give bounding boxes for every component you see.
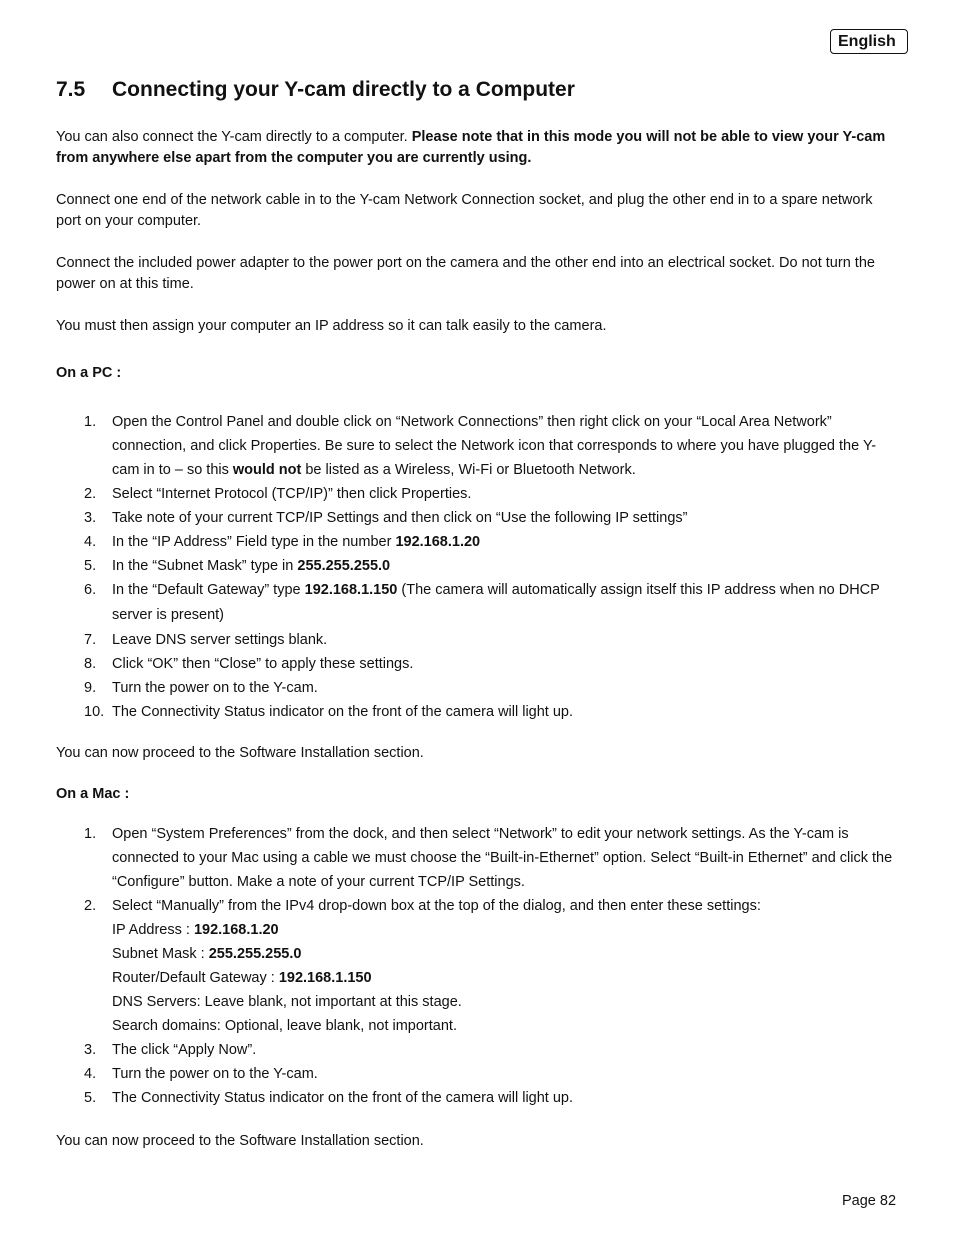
pc-steps-list	[56, 410, 901, 724]
step-number: 5.	[84, 558, 97, 574]
list-item	[56, 894, 901, 1038]
step-number: 4.	[84, 534, 97, 550]
subnet-mask-label: Subnet Mask :	[112, 946, 209, 962]
step-number: 10.	[84, 704, 105, 720]
list-item	[56, 822, 901, 894]
proceed-paragraph-pc: You can now proceed to the Software Installation section.	[56, 745, 424, 761]
list-item	[56, 676, 901, 700]
step-text: Open “System Preferences” from the dock, and then select “Network” to edit your network settings. As the Y-cam is connected to your Mac using a cable we must choose the “Built-in-Ethernet” option. Select “Built-in Ethernet” and click the “Configure” button. Make a note of your current TCP/IP Settings.	[112, 826, 893, 890]
section-title: Connecting your Y-cam directly to a Computer	[112, 78, 575, 101]
step-bold: 255.255.255.0	[297, 558, 391, 574]
list-item	[56, 410, 901, 482]
step-number: 8.	[84, 656, 97, 672]
intro-paragraph	[56, 127, 901, 169]
step-text: In the “Subnet Mask” type in	[112, 558, 298, 574]
step-text: Take note of your current TCP/IP Settings and then click on “Use the following IP settings”	[112, 510, 688, 526]
step-bold: 192.168.1.20	[395, 534, 481, 550]
gateway-value: 192.168.1.150	[278, 970, 372, 986]
step-text: Open the Control Panel and double click on “Network Connections” then right click on your “Local Area Network” connection, and click Properties. Be sure to select the Network icon that corresponds to where you have plugged the Y-cam in to – so this	[112, 414, 877, 478]
cable-paragraph: Connect one end of the network cable in to the Y-cam Network Connection socket, and plug the other end in to a spare network port on your computer.	[56, 192, 873, 229]
list-item	[56, 628, 901, 652]
list-item	[56, 482, 901, 506]
step-text: The click “Apply Now”.	[112, 1042, 257, 1058]
subnet-mask-value: 255.255.255.0	[208, 946, 302, 962]
step-text: Turn the power on to the Y-cam.	[112, 1066, 318, 1082]
search-domains-text: Search domains: Optional, leave blank, not important.	[112, 1018, 457, 1034]
intro-lead: You can also connect the Y-cam directly to a computer.	[56, 129, 412, 145]
power-paragraph: Connect the included power adapter to the power port on the camera and the other end into an electrical socket. Do not turn the power on at this time.	[56, 255, 875, 292]
step-bold: 192.168.1.150	[304, 582, 398, 598]
step-number: 6.	[84, 582, 97, 598]
step-number: 9.	[84, 680, 97, 696]
step-number: 7.	[84, 632, 97, 648]
step-text: In the “Default Gateway” type	[112, 582, 305, 598]
assign-ip-paragraph: You must then assign your computer an IP address so it can talk easily to the camera.	[56, 318, 607, 334]
step-text: be listed as a Wireless, Wi-Fi or Bluetooth Network.	[301, 462, 636, 478]
step-number: 5.	[84, 1090, 97, 1106]
ip-address-value: 192.168.1.20	[193, 922, 279, 938]
section-number: 7.5	[56, 78, 86, 101]
proceed-paragraph-mac: You can now proceed to the Software Installation section.	[56, 1133, 424, 1149]
step-number: 2.	[84, 898, 97, 914]
intro-note: Please note that in this mode you will not be able to view your Y-cam from anywhere else apart from the computer you are currently using.	[56, 129, 886, 166]
step-text: (The camera will automatically assign itself this IP address when no DHCP server is present)	[112, 582, 880, 623]
list-item	[56, 578, 901, 628]
step-text: Turn the power on to the Y-cam.	[112, 680, 318, 696]
step-text: Select “Internet Protocol (TCP/IP)” then click Properties.	[112, 486, 472, 502]
step-text: Leave DNS server settings blank.	[112, 632, 328, 648]
step-text: The Connectivity Status indicator on the front of the camera will light up.	[112, 704, 574, 720]
list-item	[56, 506, 901, 530]
section-heading	[56, 78, 575, 102]
page-number: Page 82	[842, 1193, 897, 1209]
step-text: Select “Manually” from the IPv4 drop-down box at the top of the dialog, and then enter these settings:	[112, 898, 761, 914]
gateway-label: Router/Default Gateway :	[112, 970, 279, 986]
step-text: The Connectivity Status indicator on the front of the camera will light up.	[112, 1090, 574, 1106]
list-item	[56, 652, 901, 676]
step-number: 2.	[84, 486, 97, 502]
step-text: Click “OK” then “Close” to apply these settings.	[112, 656, 414, 672]
step-number: 3.	[84, 1042, 97, 1058]
step-bold: would not	[232, 462, 302, 478]
list-item	[56, 700, 901, 724]
mac-steps-list	[56, 822, 901, 1110]
list-item	[56, 1086, 901, 1110]
mac-subheading: On a Mac :	[56, 786, 130, 802]
dns-servers-text: DNS Servers: Leave blank, not important at this stage.	[112, 994, 462, 1010]
step-number: 1.	[84, 414, 97, 430]
step-number: 4.	[84, 1066, 97, 1082]
language-badge: English	[830, 29, 908, 54]
list-item	[56, 1038, 901, 1062]
list-item	[56, 1062, 901, 1086]
step-number: 3.	[84, 510, 97, 526]
pc-subheading: On a PC :	[56, 365, 122, 381]
list-item	[56, 554, 901, 578]
ip-address-label: IP Address :	[112, 922, 194, 938]
list-item	[56, 530, 901, 554]
step-text: In the “IP Address” Field type in the number	[112, 534, 396, 550]
step-number: 1.	[84, 826, 97, 842]
